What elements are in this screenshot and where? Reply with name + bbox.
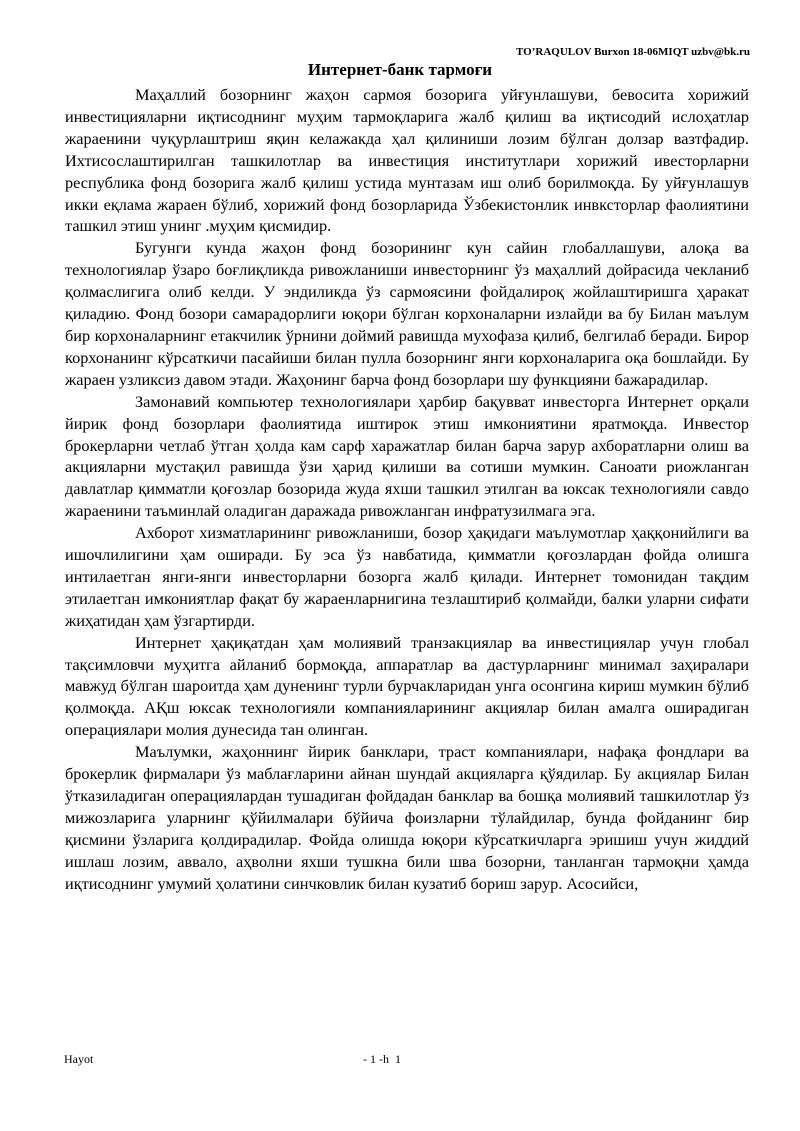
- paragraph: Интернет ҳақиқатдан ҳам молиявий транзакциялар ва инвестициялар учун глобал тақсимловчи муҳитга айланиб бормоқда, аппаратлар ва дастурларнинг минимал заҳиралари мавжуд бўлган шароитда ҳам дуненинг турли бурчакларидан унга осонгина кириш мумкин бўлиб қолмоқда. АҚш юксак технологияли компанияларининг акциялар билан амалга оширадиган операциялари молия дунесида тан олинган.: [65, 632, 749, 740]
- paragraph: Бугунги кунда жаҳон фонд бозорининг кун сайин глобаллашуви, алоқа ва технологиялар ўзаро боғлиқликда ривожланиши инвесторнинг ўз маҳаллий дойрасида чекланиб қолмаслигига олиб келди. У эндиликда ўз сармоясини фойдалироқ жойлаштиришга ҳаракат қиладию. Фонд бозори самарадорлиги юқори бўлган корхоналарни излайди ва бу Билан маълум бир корхоналарнинг етакчилик ўрнини доймий равишда мухофаза қилиб, белгилаб беради. Бирор корхонанинг кўрсаткичи пасайиши билан пулла бозорнинг янги корхоналарига оқа бошлайди. Бу жараен узликсиз давом этади. Жаҳонинг барча фонд бозорлари шу функцияни бажарадилар.: [65, 238, 749, 389]
- paragraph: Маҳаллий бозорнинг жаҳон сармоя бозорига уйғунлашуви, бевосита хорижий инвестицияларни иқтисоднинг муҳим тармоқларига жалб қилиш ва иқтисодий ислоҳатлар жараенини чуқурлаштриш яқин келажакда ҳал қилиниши лозим бўлган долзар вазтфадир. Ихтисослаштирилган ташкилотлар ва инвестиция институтлари хорижий ивесторларни республика фонд бозорига жалб қилиш устида мунтазам иш олиб борилмоқда. Бу уйғунлашув икки еқлама жараен бўлиб, хорижий фонд бозорларида Ўзбекистонлик инвксторлар фаолиятини ташкил этиш унинг .муҳим қисмидир.: [65, 85, 749, 236]
- header-author: TO’RAQULOV Burxon 18-06MIQT uzbv@bk.ru: [516, 46, 750, 58]
- footer-left-text: Hayot: [64, 1052, 94, 1066]
- paragraph: Ахборот хизматларининг ривожланиши, бозор ҳақидаги маълумотлар ҳаққонийлиги ва ишочлилигини ҳам оширади. Бу эса ўз навбатида, қимматли қоғозлардан фойда олишга интилаетган янги-янги инвесторларни бозорга жалб қилади. Интернет томонидан тақдим этилаетган имкониятлар фақат бу жараенларнигина тезлаштириб қолмайди, балки уларни сифати жиҳатидан ҳам ўзгартирди.: [65, 523, 749, 630]
- document-title: Интернет-банк тармоғи: [307, 60, 493, 79]
- paragraph: Замонавий компьютер технологиялари ҳарбир бақувват инвесторга Интернет орқали йирик фонд бозорлари фаолиятида иштирок этиш имкониятини яратмоқда. Инвестор брокерларни четлаб ўтган ҳолда кам сарф харажатлар билан барча зарур ахборатларни олиш ва акцияларни мустақил равишда ўзи ҳарид қилиши ва сотиши мумкин. Саноати риожланган давлатлар қимматли қоғозлар бозорида жуда яхши ташкил этилган ва юксак технологияли савдо жараенини таъминлай оладиган даражада ривожланган инфратузилмага эга.: [65, 391, 749, 521]
- document-body: [65, 84, 749, 895]
- paragraph: Маълумки, жаҳоннинг йирик банклари, траст компаниялари, нафақа фондлари ва брокерлик фирмалари ўз маблағларини айнан шундай акцияларга қўядилар. Бу акциялар Билан ўтказиладиган операциялардан тушадиган фойдадан банклар ва бошқа молиявий ташкилотлар ўз мижозларига уларнинг қўйилмалари бўйича фоизларни тўлайдилар, бунда фойданинг бир қисмини ўзларига қолдирадилар. Фойда олишда юқори кўрсаткичларга эришиш учун жиддий ишлаш лозим, аввало, аҳволни яхши тушкна били шва бозорни, танланган тармоқни ҳамда иқтисоднинг умумий ҳолатини синчковлик билан кузатиб бориш зарур. Асосийси,: [65, 742, 749, 893]
- footer-page-number: - 1 -h 1: [363, 1052, 401, 1066]
